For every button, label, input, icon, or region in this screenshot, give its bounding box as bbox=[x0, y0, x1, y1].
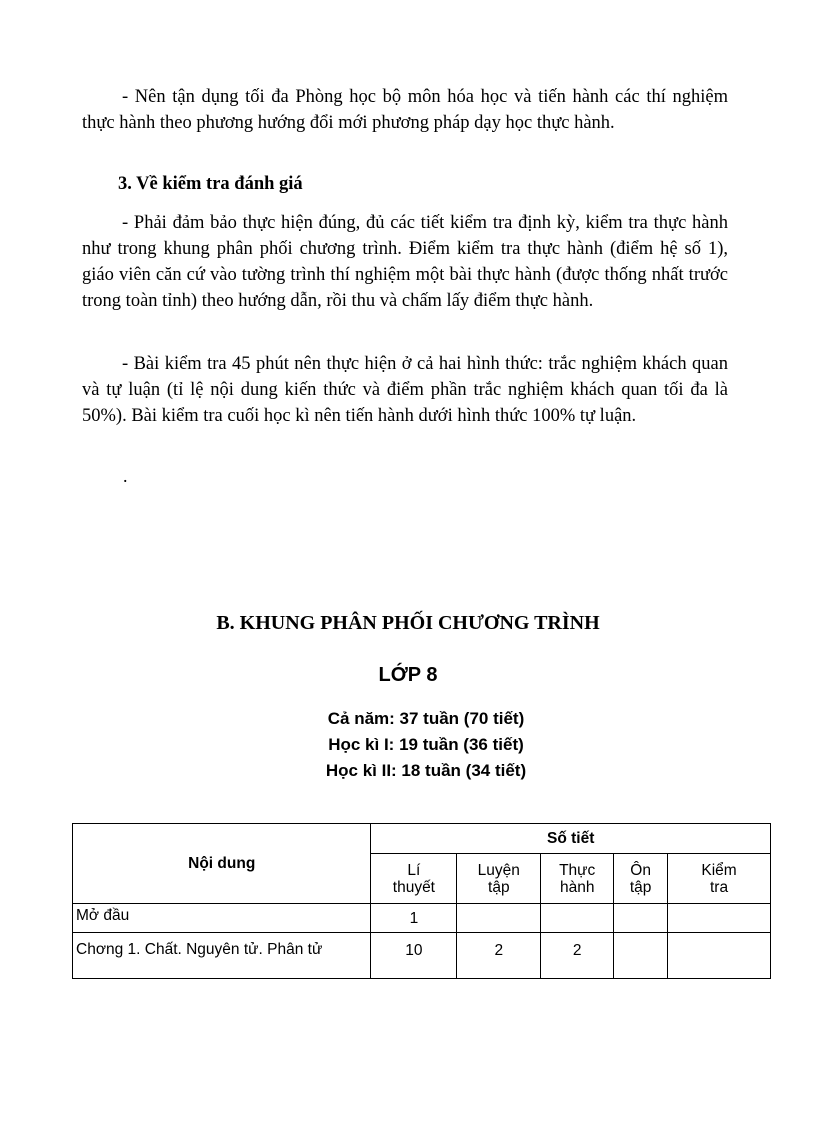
row-value-test bbox=[668, 904, 771, 933]
row-value-theory: 1 bbox=[371, 904, 457, 933]
row-value-test bbox=[668, 933, 771, 979]
row-value-lab: 2 bbox=[541, 933, 614, 979]
header-review: Ôn tập bbox=[614, 854, 668, 904]
row-content: Chơng 1. Chất. Nguyên tử. Phân tử bbox=[73, 933, 371, 979]
schedule-line-semester-2: Học kì II: 18 tuần (34 tiết) bbox=[325, 761, 527, 780]
header-test: Kiểm tra bbox=[668, 854, 771, 904]
table-header-row bbox=[73, 824, 771, 854]
row-value-theory: 10 bbox=[371, 933, 457, 979]
paragraph-text: - Nên tận dụng tối đa Phòng học bộ môn hóa học và tiến hành các thí nghiệm thực hành theo phương hướng đổi mới phương pháp dạy học thực hành. bbox=[82, 87, 728, 133]
paragraph-periodic-tests bbox=[82, 210, 728, 314]
header-practice-exercises: Luyện tập bbox=[457, 854, 541, 904]
paragraph-45-minute-test bbox=[82, 351, 728, 429]
table-row bbox=[73, 933, 771, 979]
paragraph-text: - Phải đảm bảo thực hiện đúng, đủ các tiết kiểm tra định kỳ, kiểm tra thực hành như trong khung phân phối chương trình. Điểm kiểm tra thực hành (điểm hệ số 1), giáo viên căn cứ vào tường trình thí nghiệm một bài thực hành (được thống nhất trước trong toàn tỉnh) theo hướng dẫn, rồi thu và chấm lấy điểm thực hành. bbox=[82, 213, 728, 311]
row-value-lab bbox=[541, 904, 614, 933]
section-title: B. KHUNG PHÂN PHỐI CHƯƠNG TRÌNH bbox=[216, 612, 600, 634]
table-row bbox=[73, 904, 771, 933]
section-heading-assessment: 3. Về kiểm tra đánh giá bbox=[118, 174, 303, 194]
row-value-review bbox=[614, 904, 668, 933]
paragraph-lab-usage bbox=[82, 84, 728, 136]
paragraph-text: - Bài kiểm tra 45 phút nên thực hiện ở cả hai hình thức: trắc nghiệm khách quan và tự luận (tỉ lệ nội dung kiến thức và điểm phần trắc nghiệm khách quan tối đa là 50%). Bài kiểm tra cuối học kì nên tiến hành dưới hình thức 100% tự luận. bbox=[82, 354, 728, 426]
row-value-review bbox=[614, 933, 668, 979]
header-periods: Số tiết bbox=[371, 824, 771, 854]
schedule-summary bbox=[0, 706, 816, 784]
header-theory: Lí thuyết bbox=[371, 854, 457, 904]
row-value-exercises bbox=[457, 904, 541, 933]
schedule-line-semester-1: Học kì I: 19 tuần (36 tiết) bbox=[328, 735, 524, 754]
schedule-line-year: Cả năm: 37 tuần (70 tiết) bbox=[327, 709, 525, 728]
grade-title: LỚP 8 bbox=[378, 664, 438, 686]
header-content: Nội dung bbox=[73, 824, 371, 904]
curriculum-table bbox=[72, 823, 771, 979]
row-content: Mở đầu bbox=[73, 904, 371, 933]
row-value-exercises: 2 bbox=[457, 933, 541, 979]
stray-dot: . bbox=[123, 466, 128, 486]
header-lab-practice: Thực hành bbox=[541, 854, 614, 904]
